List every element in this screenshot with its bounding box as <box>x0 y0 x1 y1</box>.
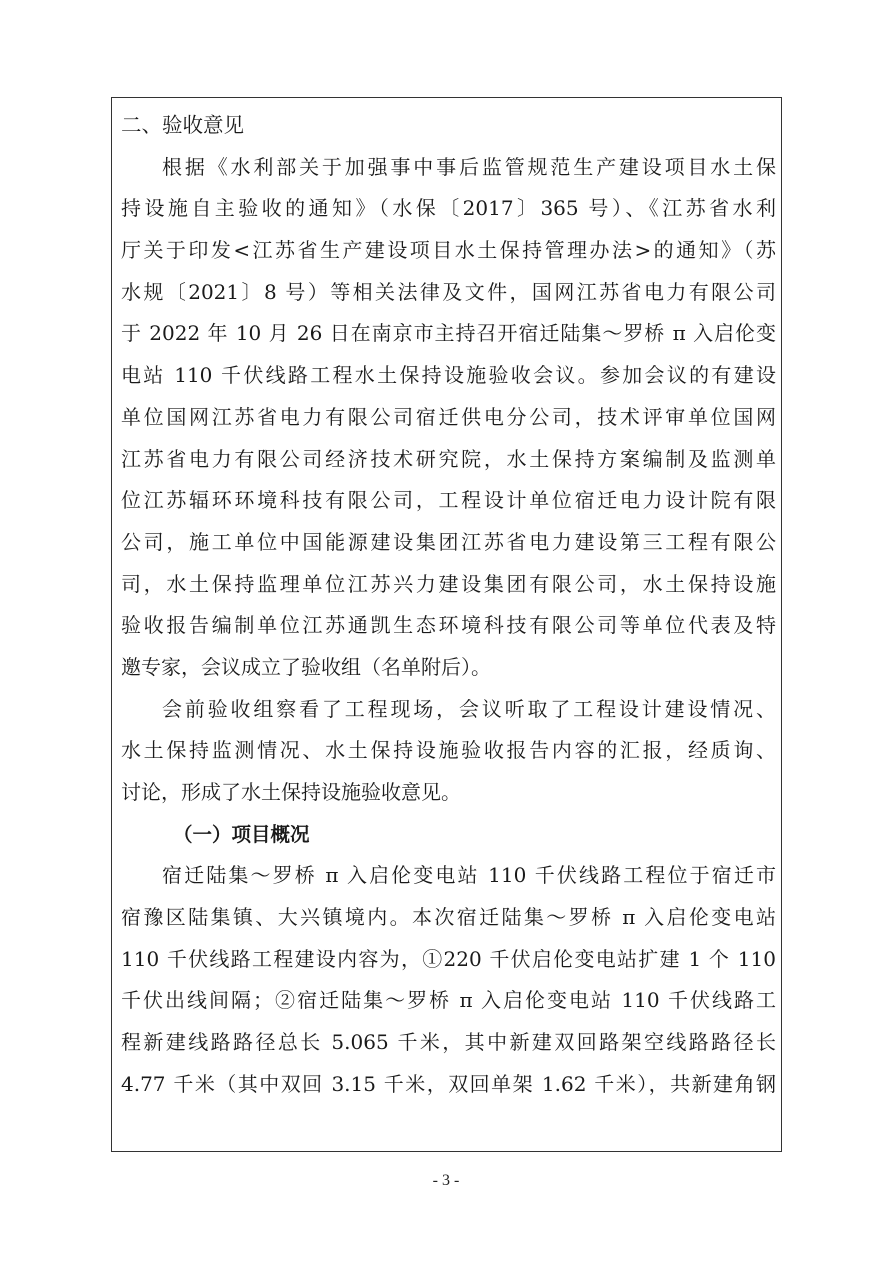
text-line: 宿迁陆集～罗桥 π 入启伦变电站 110 千伏线路工程位于宿迁市 <box>162 863 776 888</box>
text-line: 持设施自主验收的通知》（水保〔2017〕365 号）、《江苏省水利 <box>121 196 776 221</box>
paragraph-basis <box>121 147 776 689</box>
text-line: 司，水土保持监理单位江苏兴力建设集团有限公司，水土保持设施 <box>121 571 776 596</box>
text-line: 验收报告编制单位江苏通凯生态环境科技有限公司等单位代表及特 <box>121 613 776 638</box>
paragraph-meeting <box>121 689 776 814</box>
text-line: 水土保持监测情况、水土保持设施验收报告内容的汇报，经质询、 <box>121 738 776 763</box>
text-line: 根据《水利部关于加强事中事后监管规范生产建设项目水土保 <box>162 154 776 179</box>
text-line: 单位国网江苏省电力有限公司宿迁供电分公司，技术评审单位国网 <box>121 404 776 429</box>
subsection-heading: （一）项目概况 <box>173 822 310 846</box>
text-line: 千伏出线间隔；②宿迁陆集～罗桥 π 入启伦变电站 110 千伏线路工 <box>121 988 776 1013</box>
text-line: 电站 110 千伏线路工程水土保持设施验收会议。参加会议的有建设 <box>121 363 776 388</box>
text-line: 位江苏辐环环境科技有限公司，工程设计单位宿迁电力设计院有限 <box>121 488 776 513</box>
content-body <box>121 105 776 1106</box>
text-line: 会前验收组察看了工程现场，会议听取了工程设计建设情况、 <box>162 696 776 721</box>
text-line: 讨论，形成了水土保持设施验收意见。 <box>121 780 461 804</box>
text-line: 程新建线路路径总长 5.065 千米，其中新建双回路架空线路路径长 <box>121 1030 776 1055</box>
text-line: 于 2022 年 10 月 26 日在南京市主持召开宿迁陆集～罗桥 π 入启伦变 <box>121 321 776 346</box>
text-line: 4.77 千米（其中双回 3.15 千米，双回单架 1.62 千米），共新建角钢 <box>121 1071 776 1096</box>
text-line: 水规〔2021〕8 号）等相关法律及文件，国网江苏省电力有限公司 <box>121 279 776 304</box>
section-heading: 二、验收意见 <box>121 113 244 137</box>
text-line: 宿豫区陆集镇、大兴镇境内。本次宿迁陆集～罗桥 π 入启伦变电站 <box>121 905 776 930</box>
text-line: 公司，施工单位中国能源建设集团江苏省电力建设第三工程有限公 <box>121 529 776 554</box>
content-frame <box>111 97 782 1152</box>
text-line: 110 千伏线路工程建设内容为，①220 千伏启伦变电站扩建 1 个 110 <box>121 946 776 971</box>
text-line: 江苏省电力有限公司经济技术研究院，水土保持方案编制及监测单 <box>121 446 776 471</box>
page-number: - 3 - <box>432 1172 460 1189</box>
paragraph-project-overview <box>121 855 776 1105</box>
text-line: 邀专家，会议成立了验收组（名单附后）。 <box>121 654 491 679</box>
text-line: 厅关于印发<江苏省生产建设项目水土保持管理办法>的通知》（苏 <box>121 238 776 263</box>
